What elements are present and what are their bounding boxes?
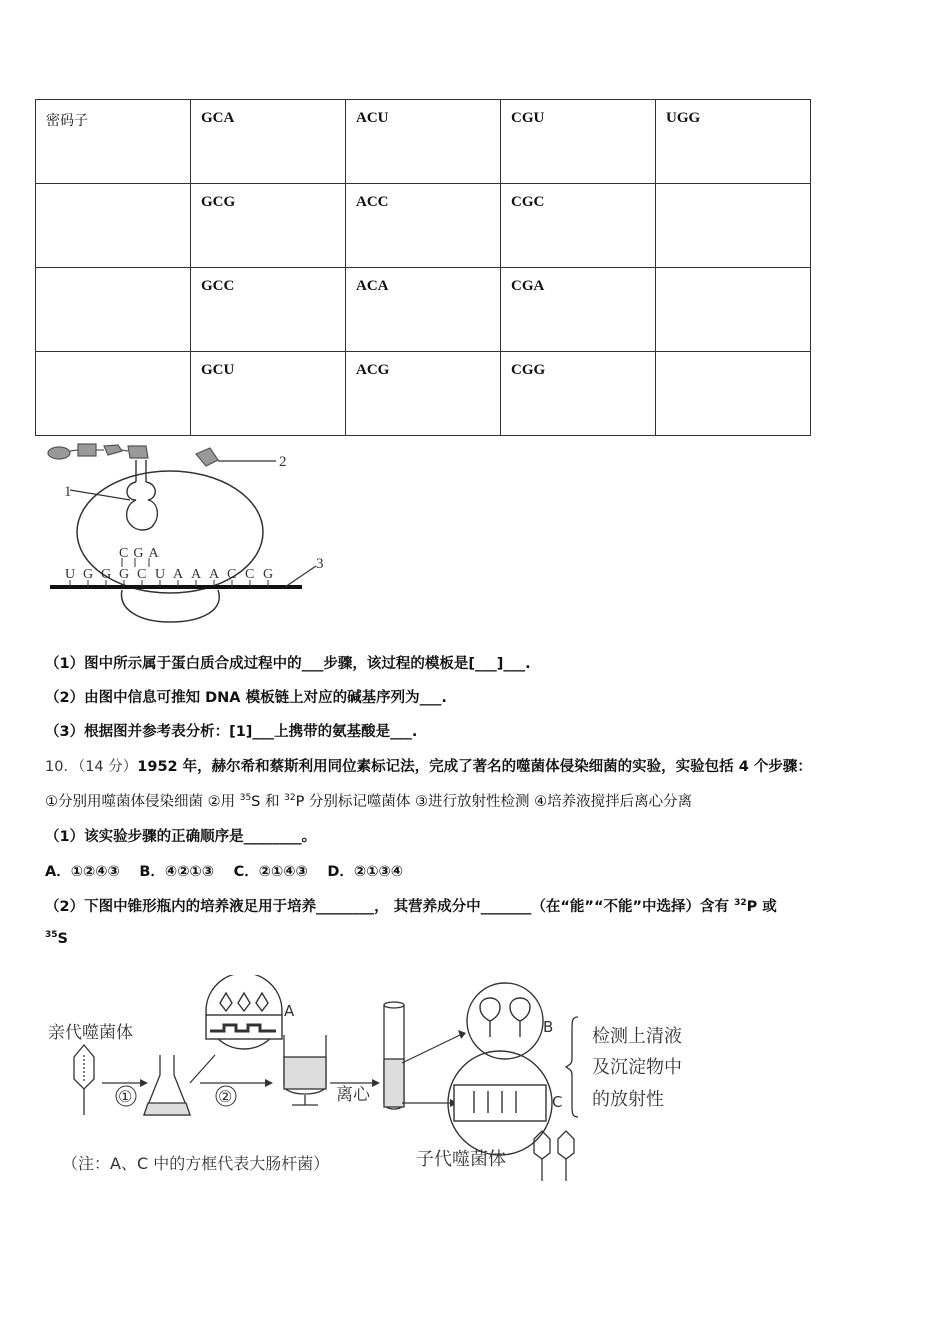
steps-line bbox=[45, 790, 692, 811]
label-C: C bbox=[552, 1093, 563, 1111]
table-cell: ACU bbox=[346, 100, 501, 184]
table-row bbox=[36, 100, 811, 184]
detect-line-2: 及沉淀物中 bbox=[592, 1057, 682, 1078]
table-cell bbox=[656, 352, 811, 436]
mrna-base: C bbox=[137, 567, 147, 582]
amino-acid-2 bbox=[78, 444, 96, 456]
mrna-base: G bbox=[119, 567, 130, 582]
anticodon: CGA bbox=[119, 546, 164, 561]
table-cell: CGG bbox=[501, 352, 656, 436]
table-cell: GCU bbox=[191, 352, 346, 436]
q-text: （2）下图中锥形瓶内的培养液足用于培养________， 其营养成分中_______（在“能”“不能”中选择）含有 bbox=[45, 899, 735, 915]
amino-acid-3 bbox=[104, 445, 122, 455]
table-cell: 密码子 bbox=[36, 100, 191, 184]
question-text: 1952 年，赫尔希和蔡斯利用同位素标记法，完成了著名的噬菌体侵染细菌的实验，实验包括 4 个步骤： bbox=[137, 759, 812, 775]
bracket bbox=[566, 1017, 578, 1117]
table-cell: ACA bbox=[346, 268, 501, 352]
table-cell: ACG bbox=[346, 352, 501, 436]
table-cell: CGC bbox=[501, 184, 656, 268]
question-10-2 bbox=[45, 895, 777, 916]
codon-table bbox=[35, 99, 811, 436]
table-row bbox=[36, 184, 811, 268]
step-1: ① bbox=[118, 1087, 133, 1106]
mrna-base: U bbox=[155, 567, 166, 582]
detect-line-1: 检测上清液 bbox=[592, 1026, 682, 1047]
trna bbox=[127, 460, 158, 530]
mrna-base: G bbox=[263, 567, 274, 582]
amino-acid-4 bbox=[128, 446, 148, 458]
q-text: S bbox=[57, 931, 68, 947]
phage-experiment-figure bbox=[40, 975, 740, 1195]
beaker bbox=[284, 1035, 326, 1105]
question-10-1: （1）该实验步骤的正确顺序是________。 bbox=[45, 829, 317, 845]
amino-acid-1 bbox=[48, 447, 70, 459]
question-10 bbox=[45, 755, 812, 776]
mrna-base: U bbox=[65, 567, 76, 582]
steps-text: P 分别标记噬菌体 ③进行放射性检测 ④培养液搅拌后离心分离 bbox=[295, 794, 693, 810]
table-cell bbox=[36, 352, 191, 436]
step-2: ② bbox=[218, 1087, 233, 1106]
steps-text: ①分别用噬菌体侵染细菌 ②用 bbox=[45, 794, 240, 810]
table-row bbox=[36, 352, 811, 436]
table-cell bbox=[36, 184, 191, 268]
question-10-2-cont bbox=[45, 930, 68, 947]
question-2: （2）由图中信息可推知 DNA 模板链上对应的碱基序列为___. bbox=[45, 690, 447, 706]
detect-line-3: 的放射性 bbox=[592, 1089, 664, 1110]
mrna-base: C bbox=[227, 567, 237, 582]
question-number: 10．（14 分） bbox=[45, 759, 138, 775]
mrna-base: C bbox=[245, 567, 255, 582]
table-cell: CGU bbox=[501, 100, 656, 184]
offspring-phage-label: 子代噬菌体 bbox=[416, 1149, 506, 1170]
label-3: 3 bbox=[316, 556, 324, 572]
question-3: （3）根据图并参考表分析：[1]___上携带的氨基酸是___. bbox=[45, 724, 418, 740]
label-1: 1 bbox=[64, 484, 72, 500]
parent-phage bbox=[74, 1045, 94, 1115]
table-cell: GCC bbox=[191, 268, 346, 352]
table-cell: UGG bbox=[656, 100, 811, 184]
table-cell bbox=[656, 184, 811, 268]
q-text: P 或 bbox=[746, 899, 777, 915]
circle-A bbox=[206, 975, 282, 1049]
table-cell bbox=[36, 268, 191, 352]
label-B: B bbox=[543, 1018, 554, 1036]
answer-options: A．①②④③ B．④②①③ C．②①④③ D．②①③④ bbox=[45, 864, 404, 880]
ribosome-small-subunit bbox=[122, 590, 220, 622]
mrna-base: A bbox=[173, 567, 184, 582]
table-cell bbox=[656, 268, 811, 352]
mrna-base: A bbox=[209, 567, 220, 582]
circle-B bbox=[467, 983, 543, 1059]
table-row bbox=[36, 268, 811, 352]
note-label: （注：A、C 中的方框代表大肠杆菌） bbox=[62, 1154, 330, 1173]
mrna-base: G bbox=[83, 567, 94, 582]
table-cell: ACC bbox=[346, 184, 501, 268]
centrifuge-label: 离心 bbox=[336, 1085, 370, 1105]
circle-C bbox=[448, 1051, 552, 1155]
table-cell: CGA bbox=[501, 268, 656, 352]
question-1: （1）图中所示属于蛋白质合成过程中的___步骤，该过程的模板是[___]___. bbox=[45, 656, 531, 672]
sup: 35 bbox=[45, 930, 58, 940]
mrna-base: A bbox=[191, 567, 202, 582]
sup: 35 bbox=[239, 793, 252, 803]
test-tube bbox=[384, 1002, 404, 1109]
offspring-phages bbox=[534, 1131, 574, 1181]
table-cell: GCA bbox=[191, 100, 346, 184]
sup: 32 bbox=[734, 898, 747, 908]
steps-text: S 和 bbox=[251, 794, 285, 810]
translation-figure bbox=[40, 440, 340, 630]
label-A: A bbox=[284, 1002, 295, 1020]
flask bbox=[144, 1055, 190, 1115]
sup: 32 bbox=[284, 793, 296, 803]
parent-phage-label: 亲代噬菌体 bbox=[48, 1023, 133, 1043]
table-cell: GCG bbox=[191, 184, 346, 268]
free-amino-acid bbox=[196, 448, 218, 466]
mrna-base: G bbox=[101, 567, 112, 582]
label-2: 2 bbox=[279, 454, 287, 470]
